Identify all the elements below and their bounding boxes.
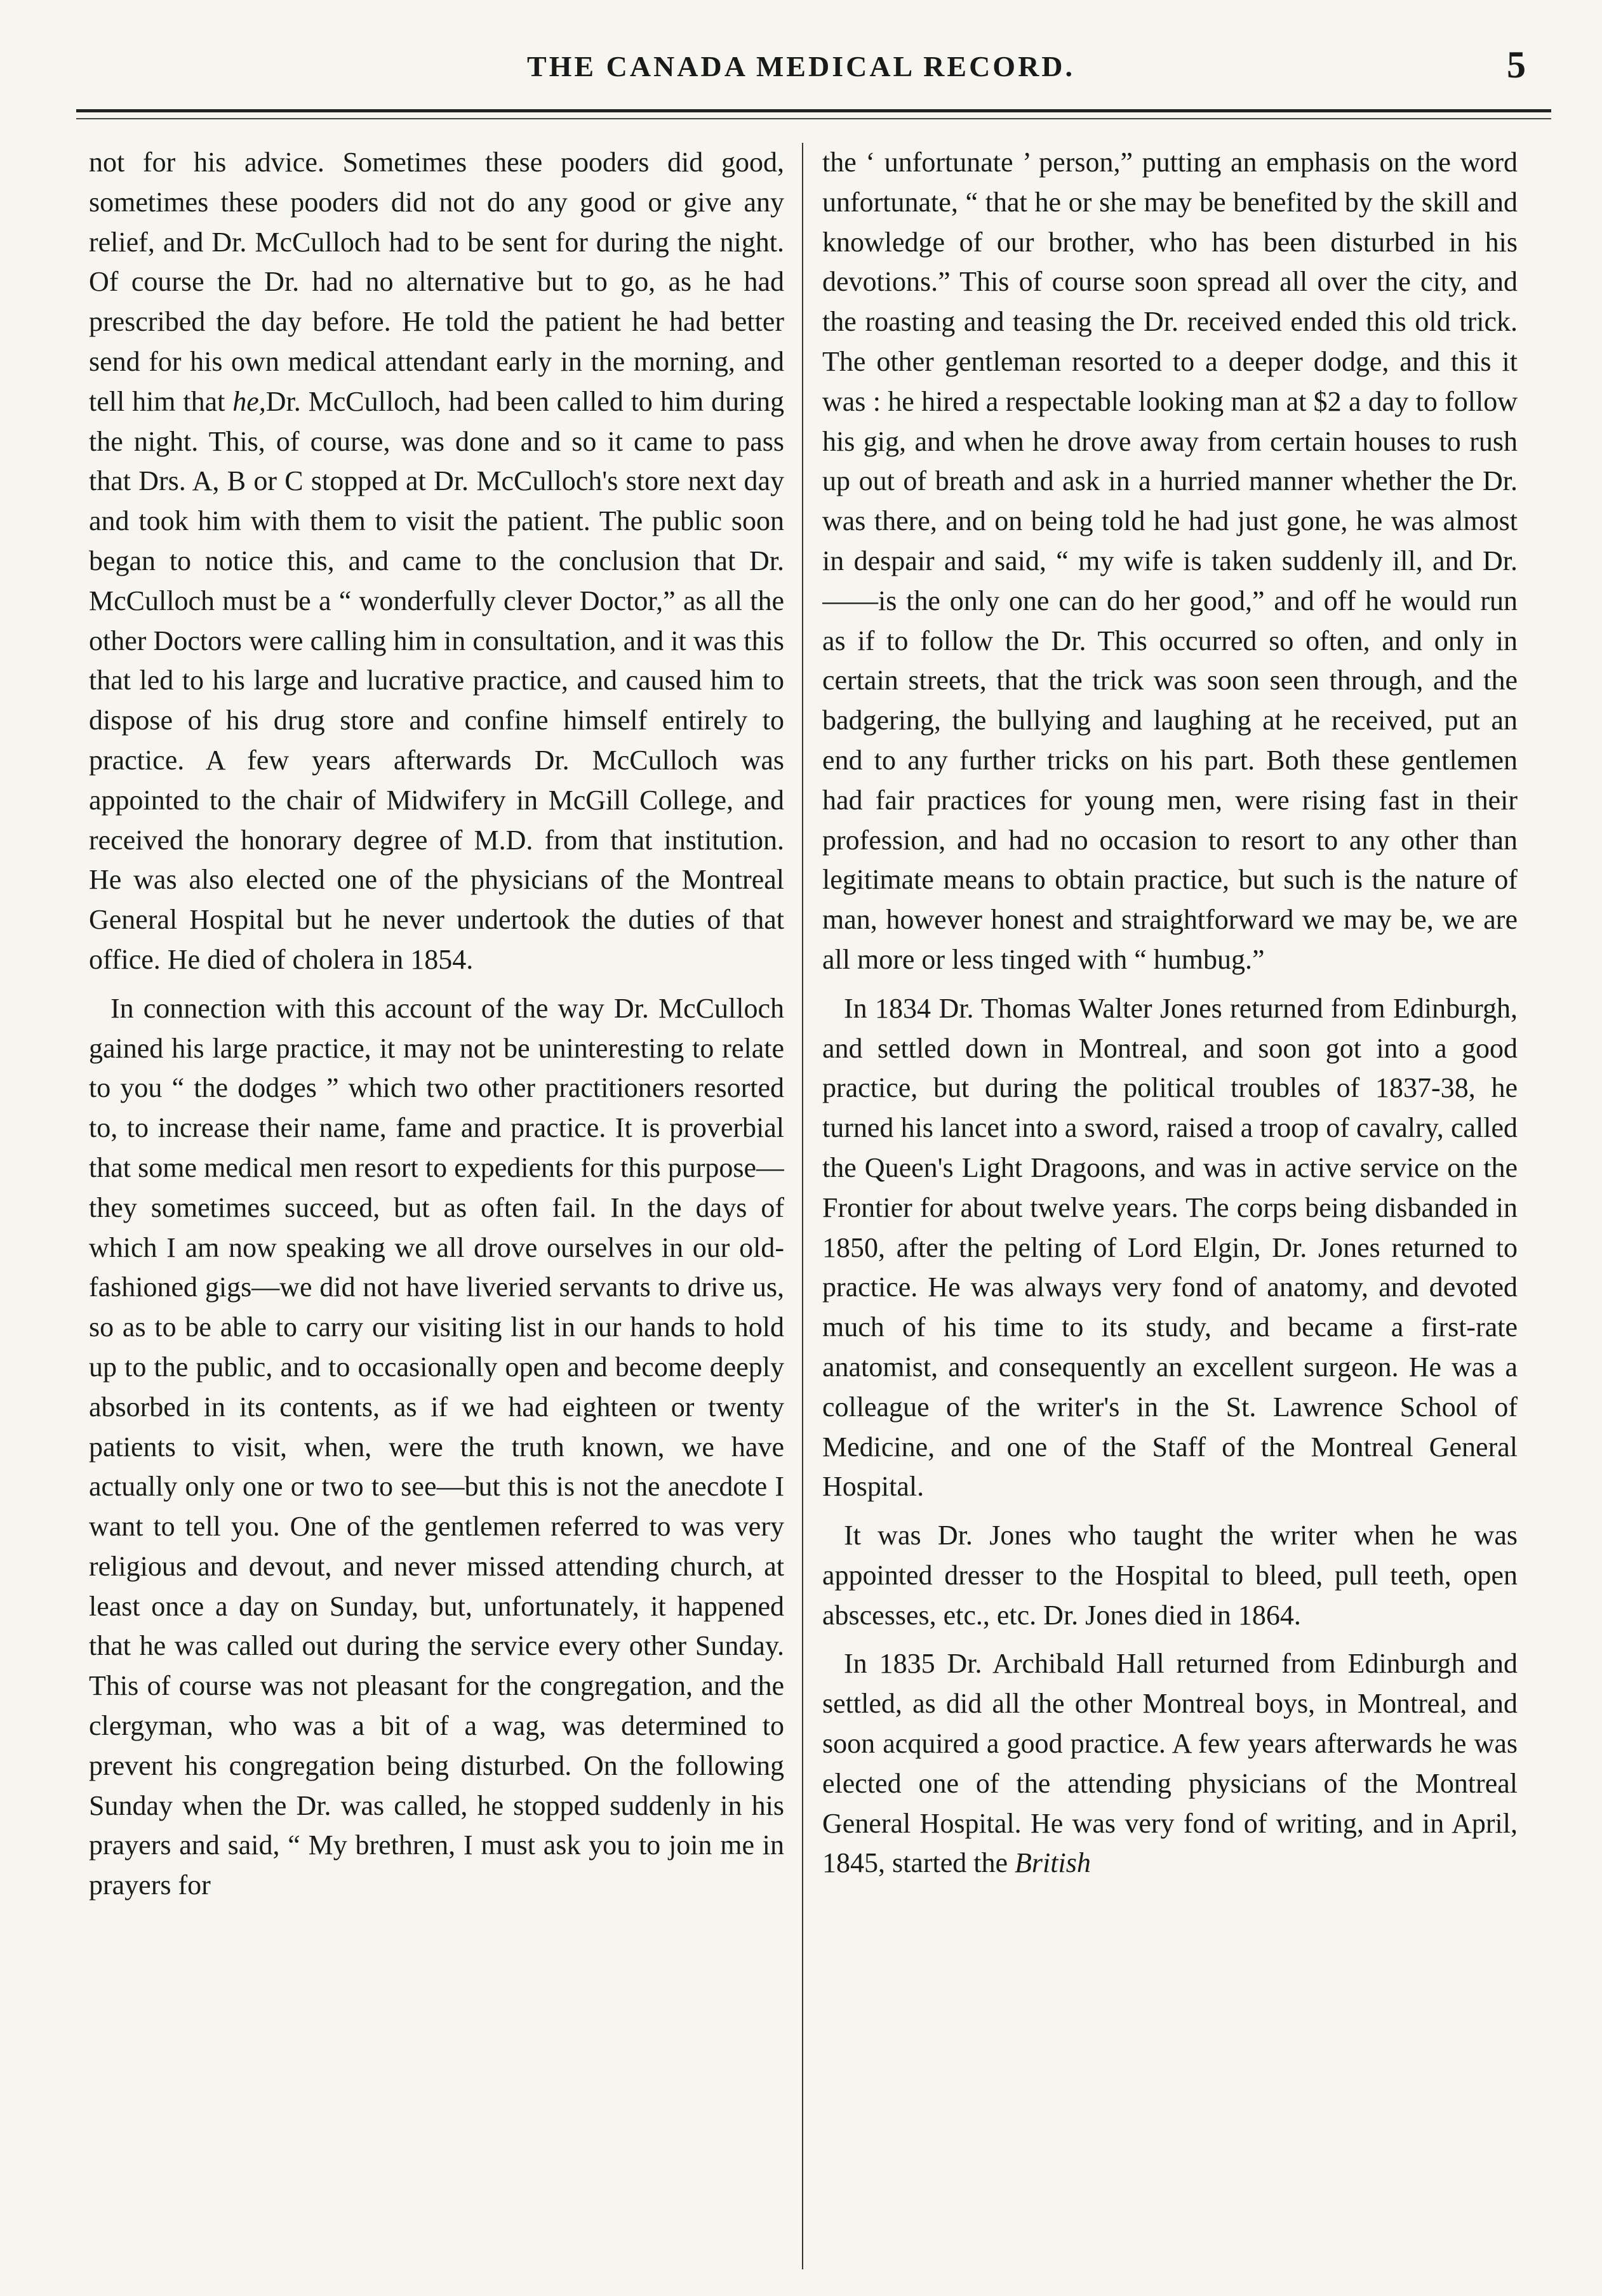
paragraph xyxy=(822,1516,1518,1635)
running-head: THE CANADA MEDICAL RECORD. xyxy=(526,50,1076,83)
paragraph xyxy=(89,989,784,1906)
column-divider xyxy=(802,143,803,2269)
text-run: not for his advice. Sometimes these pooders did good, sometimes these pooders did not do any good or give any relief, and Dr. McCulloch had to be sent for during the night. Of course the Dr. had no alternative but to go, as he had prescribed the day before. He told the patient he had better send for his own medical attendant early in the morning, and tell him that xyxy=(89,147,784,417)
italic-text: British xyxy=(1015,1847,1091,1879)
right-column xyxy=(822,143,1518,2263)
text-run: In 1835 Dr. Archibald Hall returned from Edinburgh and settled, as did all the other Montreal boys, in Montreal, and soon acquired a good practice. A few years afterwards he was elected one of the attending physicians of the Montreal General Hospital. He was very fond of writing, and in April, 1845, started the xyxy=(822,1648,1518,1879)
left-column xyxy=(89,143,784,2263)
paragraph xyxy=(822,989,1518,1507)
text-run: Dr. McCulloch, had been called to him during the night. This, of course, was done and so it came to pass that Drs. A, B or C stopped at Dr. McCulloch's store next day and took him with them to visit the patient. The public soon began to notice this, and came to the conclusion that Dr. McCulloch must be a “ wonderfully clever Doctor,” as all the other Doctors were calling him in consultation, and it was this that led to his large and lucrative practice, and caused him to dispose of his drug store and confine himself entirely to practice. A few years afterwards Dr. McCulloch was appointed to the chair of Midwifery in McGill College, and received the honorary degree of M.D. from that institution. He was also elected one of the physicians of the Montreal General Hospital but he never undertook the duties of that office. He died of cholera in 1854. xyxy=(89,385,784,975)
text-run: In connection with this account of the way Dr. McCulloch gained his large practice, it may not be uninteresting to relate to you “ the dodges ” which two other practitioners resorted to, to increase their name, fame and practice. It is proverbial that some medical men resort to expedients for this purpose—they sometimes succeed, but as often fail. In the days of which I am now speaking we all drove ourselves in our old-fashioned gigs—we did not have liveried servants to drive us, so as to be able to carry our visiting list in our hands to hold up to the public, and to occasionally open and become deeply absorbed in its contents, as if we had eighteen or twenty patients to visit, when, were the truth known, we have actually only one or two to see—but this is not the anecdote I want to tell you. One of the gentlemen referred to was very religious and devout, and never missed attending church, at least once a day on Sunday, but, unfortunately, it happened that he was called out during the service every other Sunday. This of course was not pleasant for the congregation, and the clergyman, who was a bit of a wag, was determined to prevent his congregation being disturbed. On the following Sunday when the Dr. was called, he stopped suddenly in his prayers and said, “ My brethren, I must ask you to join me in prayers for xyxy=(89,992,784,1901)
text-run: the ‘ unfortunate ’ person,” putting an emphasis on the word unfortunate, “ that he or she may be benefited by the skill and knowledge of our brother, who has been disturbed in his devotions.” This of course soon spread all over the city, and the roasting and teasing the Dr. received ended this old trick. The other gentleman resorted to a deeper dodge, and this it was : he hired a respectable looking man at $2 a day to follow his gig, and when he drove away from certain houses to rush up out of breath and ask in a hurried manner whether the Dr. was there, and on being told he had just gone, he was almost in despair and said, “ my wife is taken suddenly ill, and Dr. ——is the only one can do her good,” and off he would run as if to follow the Dr. This occurred so often, and only in certain streets, that the trick was soon seen through, and the badgering, the bullying and laughing at he received, put an end to any further tricks on his part. Both these gentlemen had fair practices for young men, were rising fast in their profession, and had no occasion to resort to any other than legitimate means to obtain practice, but such is the nature of man, however honest and straightforward we may be, we are all more or less tinged with “ humbug.” xyxy=(822,147,1518,975)
italic-text: he, xyxy=(232,385,266,417)
header-rule-thin xyxy=(76,118,1551,119)
text-run: In 1834 Dr. Thomas Walter Jones returned from Edinburgh, and settled down in Montreal, and soon got into a good practice, but during the political troubles of 1837-38, he turned his lancet into a sword, raised a troop of cavalry, called the Queen's Light Dragoons, and was in active service on the Frontier for about twelve years. The corps being disbanded in 1850, after the pelting of Lord Elgin, Dr. Jones returned to practice. He was always very fond of anatomy, and devoted much of his time to its study, and became a first-rate anatomist, and consequently an excellent surgeon. He was a colleague of the writer's in the St. Lawrence School of Medicine, and one of the Staff of the Montreal General Hospital. xyxy=(822,992,1518,1503)
header-rule xyxy=(76,109,1551,112)
page-number: 5 xyxy=(1507,44,1526,86)
paragraph xyxy=(822,143,1518,980)
page-header xyxy=(0,38,1602,102)
paragraph xyxy=(89,143,784,980)
paragraph xyxy=(822,1644,1518,1883)
text-run: It was Dr. Jones who taught the writer when he was appointed dresser to the Hospital to bleed, pull teeth, open abscesses, etc., etc. Dr. Jones died in 1864. xyxy=(822,1520,1518,1631)
